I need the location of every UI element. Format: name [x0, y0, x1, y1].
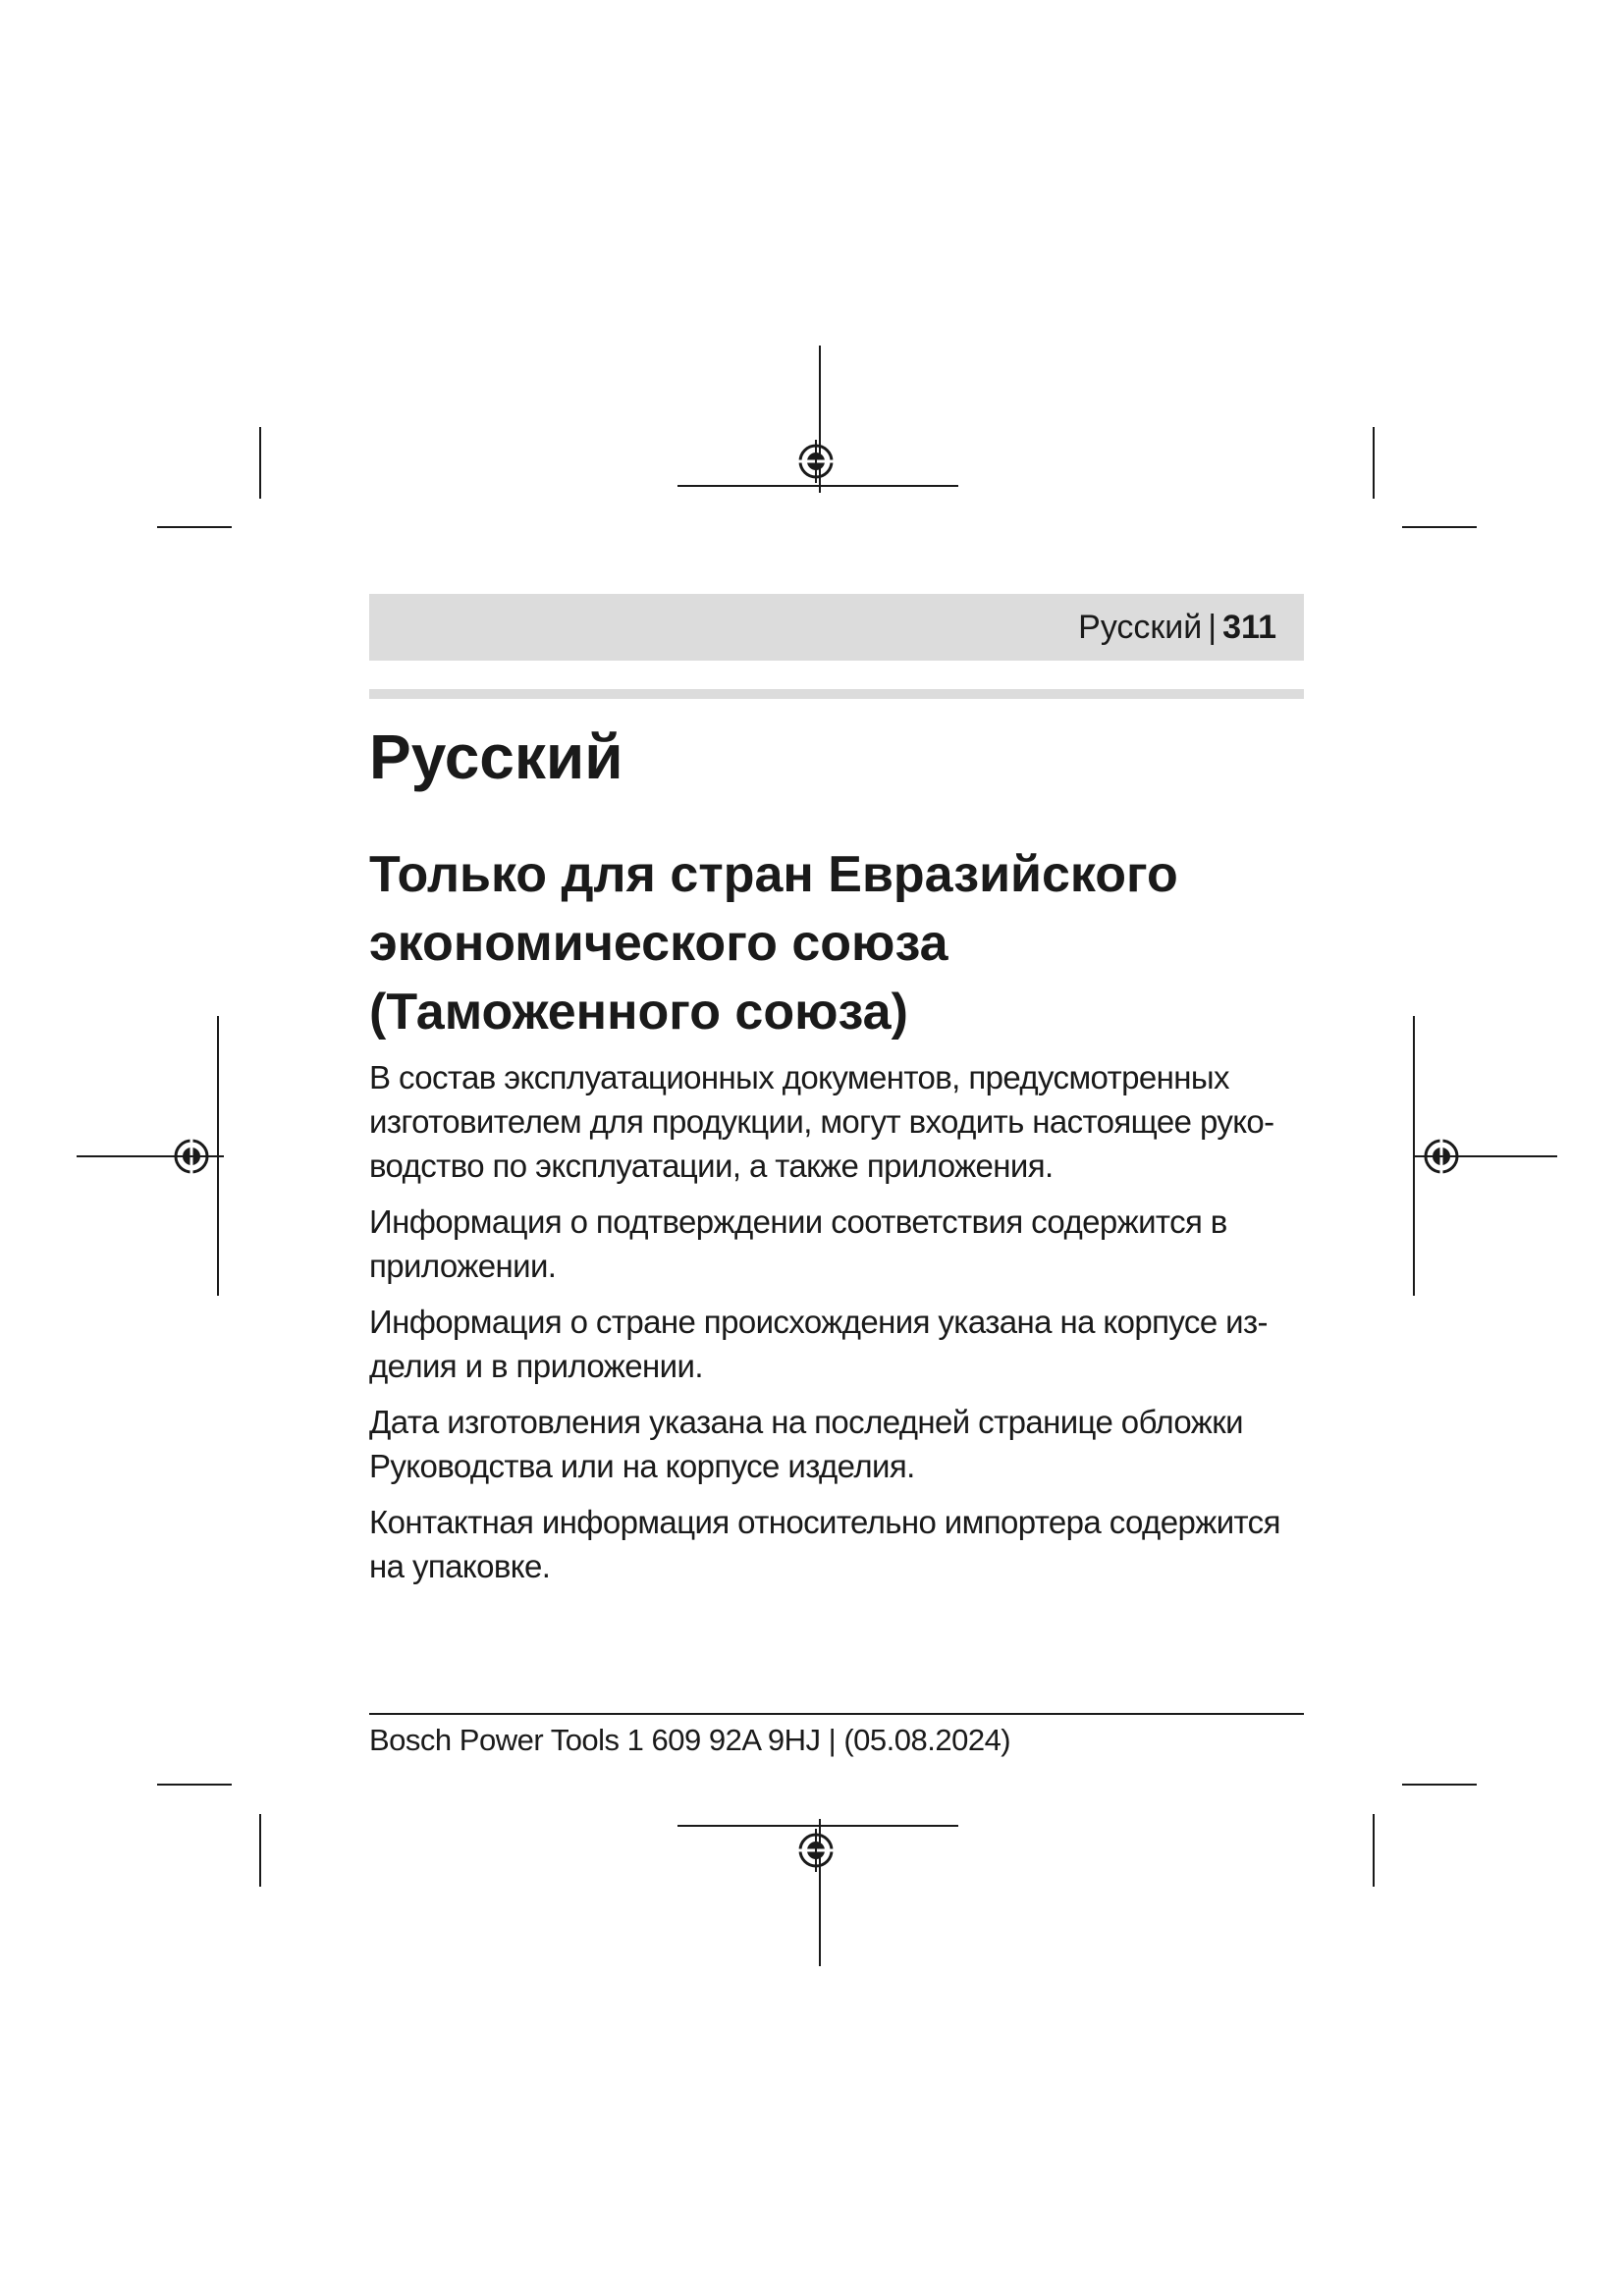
section-heading	[369, 840, 1304, 1046]
paragraph-line: Дата изготовления указана на последней странице обложки	[369, 1404, 1243, 1440]
paragraph	[369, 1500, 1312, 1588]
paragraph-line: Контактная информация относительно импортера содержится	[369, 1504, 1280, 1540]
footer-divider	[369, 1713, 1304, 1715]
section-body	[369, 1055, 1312, 1600]
paragraph	[369, 1055, 1312, 1188]
running-header	[369, 594, 1304, 661]
header-divider	[369, 689, 1304, 699]
paragraph-line: водство по эксплуатации, а также приложения.	[369, 1148, 1054, 1184]
header-label	[1078, 608, 1276, 647]
paragraph-line: Информация о стране происхождения указана на корпусе из-	[369, 1304, 1268, 1340]
paragraph-line: В состав эксплуатационных документов, предусмотренных	[369, 1059, 1229, 1095]
paragraph-line: приложении.	[369, 1248, 557, 1284]
registration-target-icon	[170, 1135, 213, 1178]
paragraph-line: Информация о подтверждении соответствия содержится в	[369, 1203, 1227, 1240]
section-heading-line: Только для стран Евразийского	[369, 846, 1178, 903]
section-heading-line: (Таможенного союза)	[369, 984, 908, 1041]
page-title: Русский	[369, 721, 623, 792]
page-number: 311	[1222, 609, 1276, 646]
paragraph	[369, 1300, 1312, 1388]
paragraph	[369, 1400, 1312, 1488]
paragraph-line: на упаковке.	[369, 1548, 551, 1584]
footer-text: Bosch Power Tools 1 609 92A 9HJ | (05.08.2024)	[369, 1723, 1011, 1757]
section-heading-line: экономического союза	[369, 915, 948, 972]
paragraph-line: Руководства или на корпусе изделия.	[369, 1448, 915, 1484]
registration-target-icon	[794, 1829, 838, 1872]
header-separator: |	[1208, 609, 1218, 646]
paragraph-line: делия и в приложении.	[369, 1348, 703, 1384]
header-language: Русский	[1078, 609, 1203, 646]
registration-target-icon	[1420, 1135, 1463, 1178]
paragraph	[369, 1200, 1312, 1288]
paragraph-line: изготовителем для продукции, могут входить настоящее руко-	[369, 1103, 1274, 1140]
registration-target-icon	[794, 440, 838, 483]
